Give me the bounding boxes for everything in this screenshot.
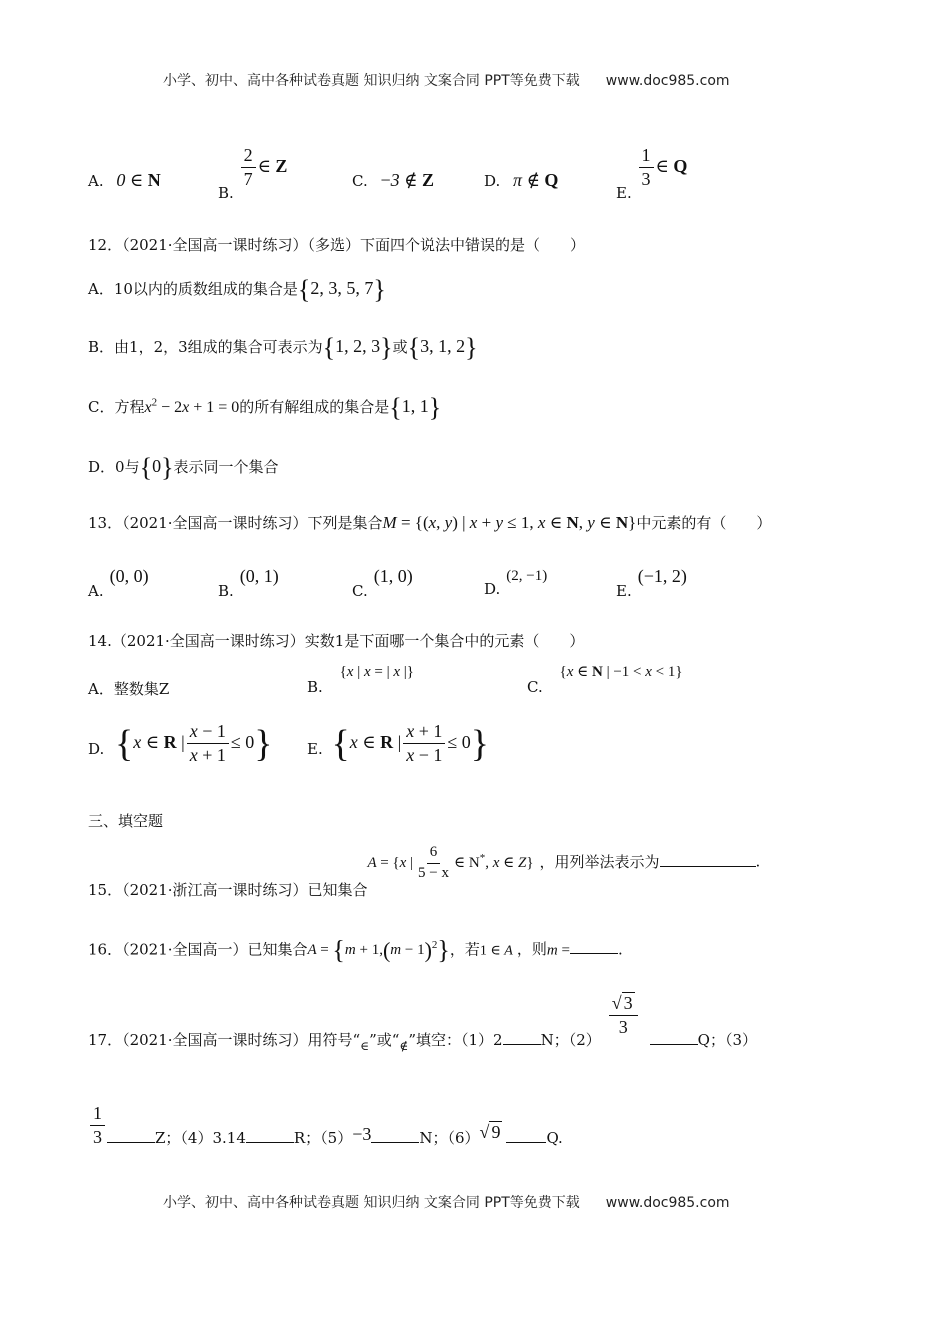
q14-option-a: A．整数集Z (88, 680, 170, 698)
q16: 16．（2021·全国高一）已知集合$A = \{m + 1,(m - 1)^2\}$，若1 ∈ A ，则m = . (88, 936, 623, 965)
q17-blank-3[interactable] (107, 1128, 155, 1143)
q14-option-e: E. {x ∈ R | $\frac{x + 1}{x - 1}$ ≤ 0} (307, 721, 489, 765)
q13-option-e: E.(−1, 2) (616, 566, 687, 600)
q15: 15．（2021·浙江高一课时练习）已知集合A = {x | $\frac{6}{5 - x}$ ∈ N*, x ∈ Z} ，用列举法表示为 . (88, 844, 761, 899)
footer-url[interactable]: www.doc985.com (605, 1195, 730, 1211)
q17-blank-4[interactable] (246, 1128, 294, 1143)
q17-blank-5[interactable] (371, 1128, 419, 1143)
q11-option-d: D. π ∉ Q (484, 170, 559, 190)
page-footer (163, 1192, 730, 1212)
q13-option-a: A.(0, 0) (88, 566, 149, 600)
q12-option-b: B．由1，2，3组成的集合可表示为{1, 2, 3}或{3, 1, 2} (88, 333, 478, 362)
q16-answer-blank[interactable] (570, 939, 618, 954)
q13-option-b: B.(0, 1) (218, 566, 279, 600)
q17-blank-2[interactable] (650, 1030, 698, 1045)
q17-line1: 17．（2021·全国高一课时练习）用符号“$_\in$”或“$_\notin$”填空：（1）2 N；（2） $\frac{√ 3}{3}$ Q；（3） (88, 993, 757, 1053)
q11-option-c: C. −3 ∉ Z (352, 170, 434, 190)
q14-stem: 14.（2021·全国高一课时练习）实数1是下面哪一个集合中的元素（ ） (88, 632, 585, 650)
q17-line2: $\frac{1}{3}$ Z；（4）3.14 R；（5）−3 N；（6）√ 9 Q. (88, 1104, 563, 1147)
q17-blank-6[interactable] (506, 1128, 546, 1143)
header-text: 小学、初中、高中各种试卷真题 知识归纳 文案合同 PPT等免费下载 (163, 73, 580, 89)
footer-text: 小学、初中、高中各种试卷真题 知识归纳 文案合同 PPT等免费下载 (163, 1195, 580, 1211)
q15-answer-blank[interactable] (660, 852, 756, 867)
q17-blank-1[interactable] (503, 1030, 541, 1045)
header-url[interactable]: www.doc985.com (605, 73, 730, 89)
q12-option-d: D．0与{0}表示同一个集合 (88, 453, 279, 482)
q13-option-d: D.(2, −1) (484, 568, 548, 598)
q11-option-a: A. 0 ∈ N (88, 170, 161, 190)
q11-option-e: E. $\frac{1}{3}$ ∈ Q (616, 145, 688, 202)
q12-stem: 12．（2021·全国高一课时练习）（多选）下面四个说法中错误的是（ ） (88, 236, 586, 254)
q13-option-c: C.(1, 0) (352, 566, 413, 600)
page-header (163, 70, 730, 90)
q11-option-b: B. $\frac{2}{7}$ ∈ Z (218, 145, 288, 202)
section-title: 三、填空题 (88, 812, 164, 830)
q14-option-c: C. {x ∈ N | −1 < x < 1} (527, 664, 683, 696)
q13-stem: 13．（2021·全国高一课时练习）下列是集合M = {(x, y) | x + y ≤ 1, x ∈ N, y ∈ N}中元素的有（ ） (88, 513, 772, 532)
q12-option-a: A．10以内的质数组成的集合是{2, 3, 5, 7} (88, 275, 386, 304)
q14-option-d: D. {x ∈ R | $\frac{x - 1}{x + 1}$ ≤ 0} (88, 721, 273, 765)
q14-option-b: B. {x | x = | x |} (307, 664, 414, 696)
q12-option-c: C．方程$x^2 - 2x + 1 = 0$的所有解组成的集合是{1, 1} (88, 393, 442, 422)
